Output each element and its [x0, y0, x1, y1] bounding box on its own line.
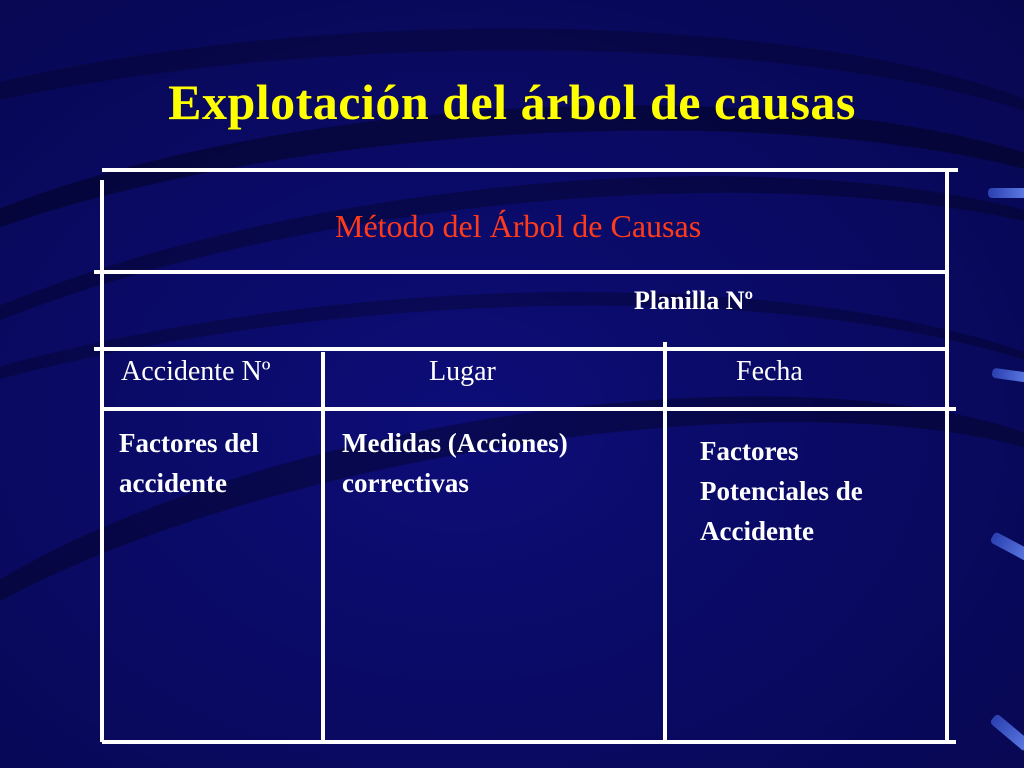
table-divider-planilla: [94, 347, 948, 351]
corrective-measures-column-label: Medidas (Acciones) correctivas: [342, 428, 568, 498]
table-right-border: [945, 170, 949, 742]
place-header: Lugar: [429, 356, 496, 387]
planilla-number-label: Planilla Nº: [634, 286, 754, 315]
potential-factors-column-label: Factores Potenciales de Accidente: [700, 436, 863, 546]
date-header: Fecha: [736, 356, 803, 387]
table-left-border: [100, 180, 104, 742]
accident-factors-column-label: Factores del accidente: [119, 428, 259, 498]
decorative-side-mark: [989, 713, 1024, 750]
table-divider-headers: [104, 407, 956, 411]
table-top-border: [102, 168, 958, 172]
table-bottom-border: [102, 740, 956, 744]
slide-title: Explotación del árbol de causas: [168, 74, 856, 130]
table-column-divider: [663, 342, 667, 742]
table-column-divider: [321, 352, 325, 742]
decorative-side-mark: [988, 188, 1024, 198]
form-heading: Método del Árbol de Causas: [335, 208, 702, 244]
accident-number-header: Accidente Nº: [121, 356, 271, 387]
table-divider-heading: [94, 270, 948, 274]
